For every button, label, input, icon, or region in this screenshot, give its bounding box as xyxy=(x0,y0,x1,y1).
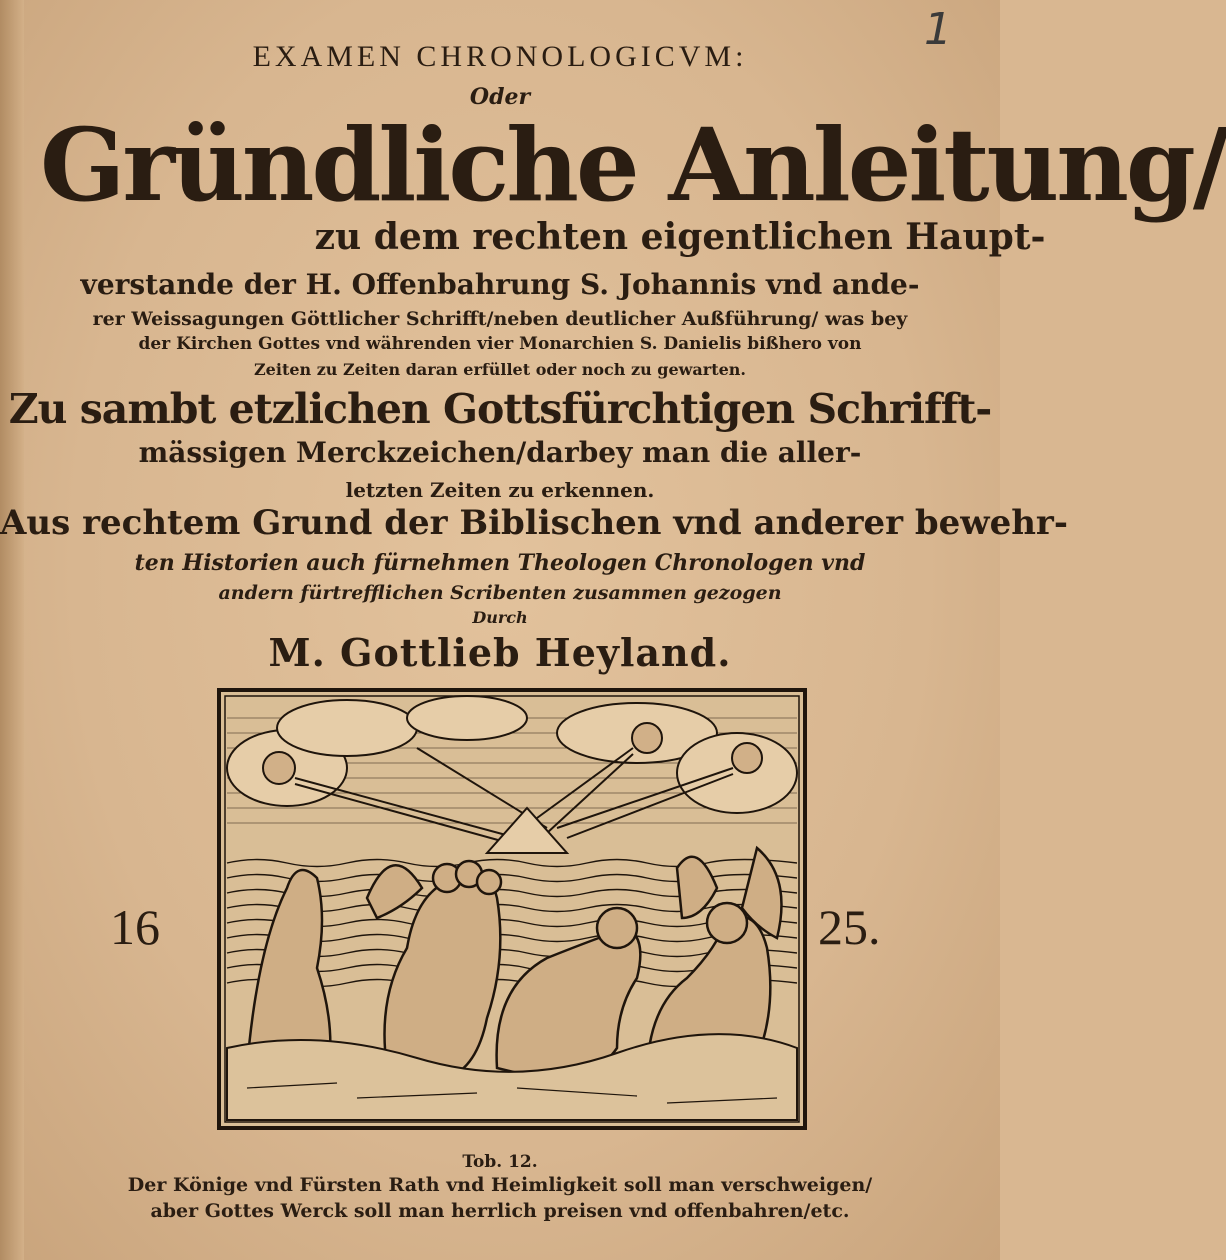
year-right: 25. xyxy=(818,899,881,955)
quote-line-2: aber Gottes Werck soll man herrlich preisen vnd offenbahren/etc. xyxy=(150,1200,850,1222)
folio-number: 1 xyxy=(924,4,952,55)
woodcut-illustration xyxy=(217,688,807,1130)
zusambt-line-3: letzten Zeiten zu erkennen. xyxy=(345,478,655,502)
subtitle-line-5: Zeiten zu Zeiten daran erfüllet oder noch zu gewarten. xyxy=(254,360,746,379)
aus-line-1: Aus rechtem Grund der Biblischen vnd anderer bewehr- xyxy=(0,503,1068,543)
bible-reference: Tob. 12. xyxy=(462,1152,538,1172)
oder-line: Oder xyxy=(469,84,531,110)
year-left: 16 xyxy=(110,899,160,955)
zusambt-line-2: mässigen Merckzeichen/darbey man die aller- xyxy=(138,436,862,469)
subtitle-line-4: der Kirchen Gottes vnd währenden vier Monarchien S. Danielis bißhero von xyxy=(138,334,862,354)
subtitle-line-1: zu dem rechten eigentlichen Haupt- xyxy=(314,216,1046,258)
main-title: Gründliche Anleitung/ xyxy=(40,106,1226,224)
subtitle-line-3: rer Weissagungen Göttlicher Schrifft/neben deutlicher Außführung/ was bey xyxy=(92,308,908,330)
author-name: M. Gottlieb Heyland. xyxy=(268,630,732,675)
aus-line-2: ten Historien auch fürnehmen Theologen Chronologen vnd xyxy=(134,550,866,576)
zusambt-line-1: Zu sambt etzlichen Gottsfürchtigen Schrifft- xyxy=(8,385,992,433)
subtitle-line-2: verstande der H. Offenbahrung S. Johannis vnd ande- xyxy=(80,268,920,301)
latin-title: EXAMEN CHRONOLOGICVM: xyxy=(252,40,748,73)
durch-line: Durch xyxy=(472,608,528,627)
aus-line-3: andern fürtrefflichen Scribenten zusammen gezogen xyxy=(218,582,782,604)
quote-line-1: Der Könige vnd Fürsten Rath vnd Heimligkeit soll man verschweigen/ xyxy=(127,1174,873,1196)
